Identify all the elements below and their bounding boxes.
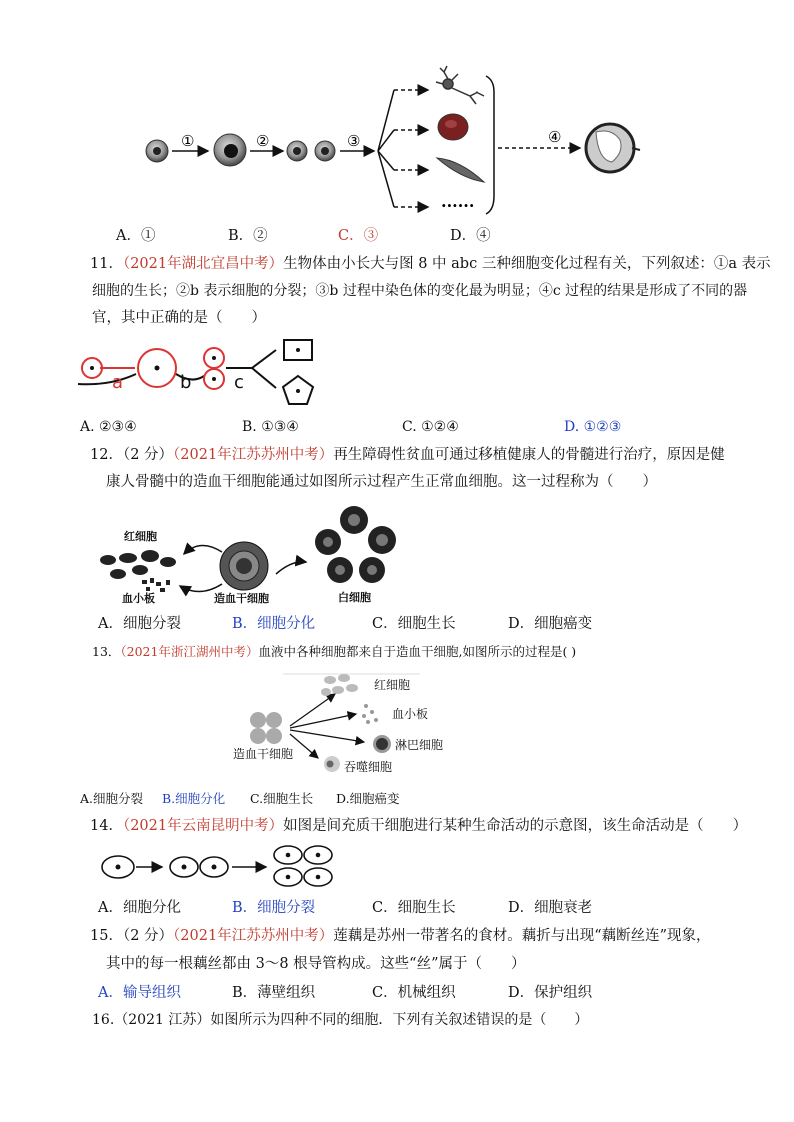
q15-option-d[interactable]: D．保护组织	[508, 985, 593, 1001]
q10-ellipsis: ······	[441, 196, 475, 215]
q16-line-1: 16.（2021 江苏）如图所示为四种不同的细胞．下列有关叙述错误的是（ ）	[92, 1012, 589, 1028]
q11-line-2: 细胞的生长；②b 表示细胞的分裂；③b 过程中染色体的变化最为明显；④c 过程的结果是形成了不同的器	[92, 283, 748, 299]
q12-label-platelet: 血小板	[122, 592, 155, 605]
q15-number: 15．（2 分）	[90, 928, 174, 944]
q15-text-1: 莲藕是苏州一带著名的食材。藕折与出现“藕断丝连”现象，	[333, 928, 711, 944]
q11-label-c: c	[234, 372, 244, 393]
q10-cell-diagram	[0, 0, 794, 230]
q14-option-d[interactable]: D．细胞衰老	[508, 900, 593, 916]
q14-option-b[interactable]: B．细胞分裂	[232, 900, 316, 916]
q11-option-b[interactable]: B. ①③④	[242, 419, 299, 435]
q10-cell-1	[146, 140, 168, 162]
q12-blood-diagram	[0, 498, 794, 608]
q13-option-a[interactable]: A.细胞分裂	[80, 791, 144, 806]
q14-text-1: 如图是间充质干细胞进行某种生命活动的示意图，该生命活动是（ ）	[283, 818, 748, 834]
q15-source: （2021年江苏苏州中考）	[173, 928, 334, 944]
q13-label-stem: 造血干细胞	[233, 747, 294, 761]
q12-text-1: 再生障碍性贫血可通过移植健康人的骨髓进行治疗，原因是健	[333, 447, 725, 463]
q15-option-b[interactable]: B．薄壁组织	[232, 985, 316, 1001]
q12-option-c[interactable]: C．细胞生长	[372, 616, 456, 632]
q11-source: （2021年湖北宜昌中考）	[122, 256, 284, 272]
q12-line-2: 康人骨髓中的造血干细胞能通过如图所示过程产生正常血细胞。这一过程称为（ ）	[106, 474, 657, 490]
q10-cell-4	[315, 141, 335, 161]
q13-label-lymph: 淋巴细胞	[395, 738, 444, 752]
q14-option-c[interactable]: C．细胞生长	[372, 900, 456, 916]
q11-options	[80, 417, 622, 437]
q10-cell-2	[214, 134, 246, 166]
q10-options	[116, 226, 491, 246]
q13-option-b[interactable]: B.细胞分化	[162, 791, 226, 806]
q11-cell-diagram	[0, 338, 794, 418]
q13-line-1	[92, 642, 576, 662]
q10-cell-3	[287, 141, 307, 161]
q15-options	[98, 983, 593, 1003]
q13-options	[80, 789, 400, 809]
q11-number: 11．	[90, 256, 123, 272]
q12-option-a[interactable]: A．细胞分裂	[98, 616, 181, 632]
q14-option-a[interactable]: A．细胞分化	[98, 900, 181, 916]
q15-option-c[interactable]: C．机械组织	[372, 985, 456, 1001]
q12-option-d[interactable]: D．细胞癌变	[508, 616, 593, 632]
q13-blood-diagram	[0, 666, 794, 786]
q12-options	[98, 614, 593, 634]
q13-label-phago: 吞噬细胞	[344, 760, 393, 774]
q11-label-b: b	[180, 372, 192, 393]
q10-option-d[interactable]: D．④	[450, 228, 491, 244]
q12-label-wbc: 白细胞	[338, 591, 371, 604]
q11-label-a: a	[112, 372, 124, 393]
q11-option-d[interactable]: D. ①②③	[564, 419, 622, 435]
q13-text-1: 血液中各种细胞都来自于造血干细胞,如图所示的过程是( )	[258, 644, 577, 659]
q12-stem-cell	[220, 542, 268, 590]
q12-label-rbc: 红细胞	[124, 530, 157, 543]
q14-source: （2021年云南昆明中考）	[122, 818, 284, 834]
q11-option-a[interactable]: A. ②③④	[80, 419, 137, 435]
q12-line-1	[90, 445, 725, 465]
q10-option-c[interactable]: C．③	[338, 228, 379, 244]
q12-source: （2021年江苏苏州中考）	[173, 447, 334, 463]
q15-option-a[interactable]: A．输导组织	[98, 985, 181, 1001]
q11-option-c[interactable]: C. ①②④	[402, 419, 459, 435]
q11-line-1	[90, 254, 771, 274]
q13-source: （2021年浙江湖州中考）	[120, 644, 259, 659]
q10-step-3: ③	[347, 132, 361, 150]
q12-option-b[interactable]: B．细胞分化	[232, 616, 316, 632]
q13-label-platelet: 血小板	[392, 707, 429, 721]
q13-number: 13．	[92, 644, 121, 659]
q12-label-stem: 造血干细胞	[214, 592, 269, 605]
q14-options	[98, 898, 593, 918]
q14-number: 14．	[90, 818, 123, 834]
q14-line-1	[90, 816, 747, 836]
q11-text-1: 生物体由小长大与图 8 中 abc 三种细胞变化过程有关，下列叙述：①a 表示	[283, 256, 771, 272]
q13-option-d[interactable]: D.细胞癌变	[336, 791, 400, 806]
q15-line-1	[90, 926, 711, 946]
q13-option-c[interactable]: C.细胞生长	[250, 791, 314, 806]
q10-step-1: ①	[181, 132, 195, 150]
q10-step-4: ④	[548, 128, 562, 146]
q10-step-2: ②	[256, 132, 270, 150]
q12-number: 12．（2 分）	[90, 447, 174, 463]
q10-option-b[interactable]: B．②	[228, 228, 268, 244]
q15-line-2: 其中的每一根藕丝都由 3～8 根导管构成。这些“丝”属于（ ）	[106, 956, 526, 972]
q10-muscle-cell	[437, 158, 484, 182]
q10-neuron-icon	[436, 66, 484, 104]
q10-eye-icon	[586, 124, 640, 172]
q14-cell-diagram	[0, 842, 794, 902]
q11-line-3: 官，其中正确的是（ ）	[92, 310, 266, 326]
q13-label-rbc: 红细胞	[374, 678, 411, 692]
q10-option-a[interactable]: A．①	[116, 228, 156, 244]
